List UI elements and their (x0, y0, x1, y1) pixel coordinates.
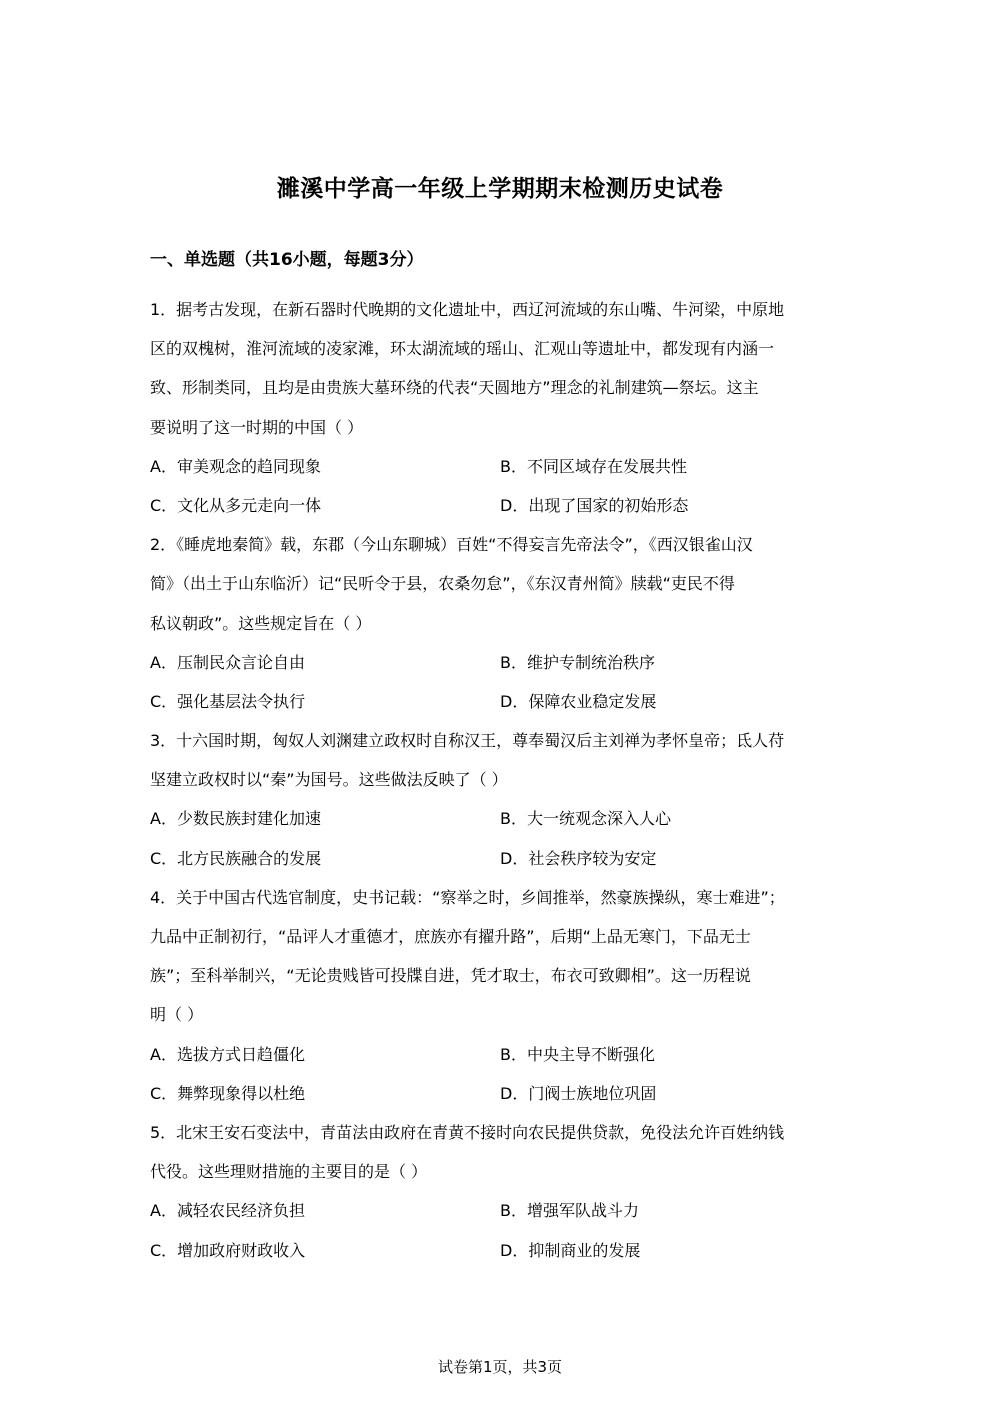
question-list (150, 290, 860, 1270)
question-4-stem-line: 族”；至科举制兴，“无论贵贱皆可投牒自进，凭才取士，布衣可致卿相”。这一历程说 (150, 966, 751, 986)
question-5-options-row (150, 1191, 860, 1230)
question-3-option-c: C．北方民族融合的发展 (150, 848, 322, 868)
question-1-option-d: D．出现了国家的初始形态 (500, 495, 689, 515)
question-2 (150, 525, 860, 721)
question-5-options-row (150, 1231, 860, 1270)
question-4-stem-line: 九品中正制初行，“品评人才重德才，庶族亦有擢升路”，后期“上品无寒门，下品无士 (150, 927, 751, 946)
question-5-option-a: A．减轻农民经济负担 (150, 1201, 305, 1221)
question-4-option-d: D．门阀士族地位巩固 (500, 1083, 657, 1103)
question-3-stem-line: 坚建立政权时以“秦”为国号。这些做法反映了（ ） (150, 770, 508, 790)
question-2-options-row (150, 643, 860, 682)
question-2-options-row (150, 682, 860, 721)
question-2-option-a: A．压制民众言论自由 (150, 652, 305, 672)
question-3-stem-line: 3．十六国时期，匈奴人刘渊建立政权时自称汉王，尊奉蜀汉后主刘禅为孝怀皇帝；氐人苻 (150, 731, 785, 751)
question-4-option-c: C．舞弊现象得以杜绝 (150, 1083, 306, 1103)
question-1 (150, 290, 860, 525)
question-5-stem-line: 代役。这些理财措施的主要目的是（ ） (150, 1162, 428, 1182)
question-1-option-b: B．不同区域存在发展共性 (500, 456, 687, 476)
question-4-stem-line: 4．关于中国古代选官制度，史书记载：“察举之时，乡闾推举，然豪族操纵，寒士难进”； (150, 887, 785, 907)
question-3-option-a: A．少数民族封建化加速 (150, 809, 321, 829)
question-5-stem-line: 5．北宋王安石变法中，青苗法由政府在青黄不接时向农民提供贷款，免役法允许百姓纳钱 (150, 1122, 785, 1142)
question-1-option-a: A．审美观念的趋同现象 (150, 456, 321, 476)
question-3 (150, 721, 860, 878)
question-2-option-b: B．维护专制统治秩序 (500, 652, 655, 672)
question-4-option-a: A．选拔方式日趋僵化 (150, 1044, 305, 1064)
section-heading: 一、单选题（共16小题，每题3分） (150, 250, 424, 270)
question-2-stem-line: 简》（出土于山东临沂）记“民听令于县，农桑勿怠”，《东汉青州简》牍载“吏民不得 (150, 574, 735, 594)
question-3-options-row (150, 799, 860, 838)
question-2-stem-line: 私议朝政”。这些规定旨在（ ） (150, 613, 372, 633)
question-3-options-row (150, 839, 860, 878)
question-5 (150, 1113, 860, 1270)
question-4-stem-line: 明（ ） (150, 1005, 204, 1025)
question-4-options-row (150, 1074, 860, 1113)
page-footer: 试卷第1页，共3页 (437, 1358, 563, 1376)
question-4-option-b: B．中央主导不断强化 (500, 1044, 655, 1064)
question-1-options-row (150, 486, 860, 525)
question-3-option-b: B．大一统观念深入人心 (500, 809, 671, 829)
question-1-option-c: C．文化从多元走向一体 (150, 495, 322, 515)
question-2-option-d: D．保障农业稳定发展 (500, 691, 657, 711)
question-4 (150, 878, 860, 1113)
question-1-stem-line: 1．据考古发现，在新石器时代晚期的文化遗址中，西辽河流域的东山嘴、牛河梁，中原地 (150, 300, 785, 319)
question-1-stem-line: 要说明了这一时期的中国（ ） (150, 417, 364, 437)
question-1-stem-line: 致、形制类同，且均是由贵族大墓环绕的代表“天圆地方”理念的礼制建筑—祭坛。这主 (150, 378, 759, 398)
question-5-option-b: B．增强军队战斗力 (500, 1201, 639, 1221)
question-3-option-d: D．社会秩序较为安定 (500, 848, 657, 868)
question-1-stem-line: 区的双槐树，淮河流域的凌家滩，环太湖流域的瑶山、汇观山等遗址中，都发现有内涵一 (150, 339, 775, 359)
question-2-stem-line: 2．《睡虎地秦简》载，东郡（今山东聊城）百姓“不得妄言先帝法令”，《西汉银雀山汉 (150, 535, 753, 555)
exam-title: 濉溪中学高一年级上学期期末检测历史试卷 (276, 176, 724, 202)
question-4-options-row (150, 1035, 860, 1074)
question-2-option-c: C．强化基层法令执行 (150, 691, 306, 711)
question-5-option-c: C．增加政府财政收入 (150, 1240, 306, 1260)
question-1-options-row (150, 447, 860, 486)
question-5-option-d: D．抑制商业的发展 (500, 1240, 641, 1260)
